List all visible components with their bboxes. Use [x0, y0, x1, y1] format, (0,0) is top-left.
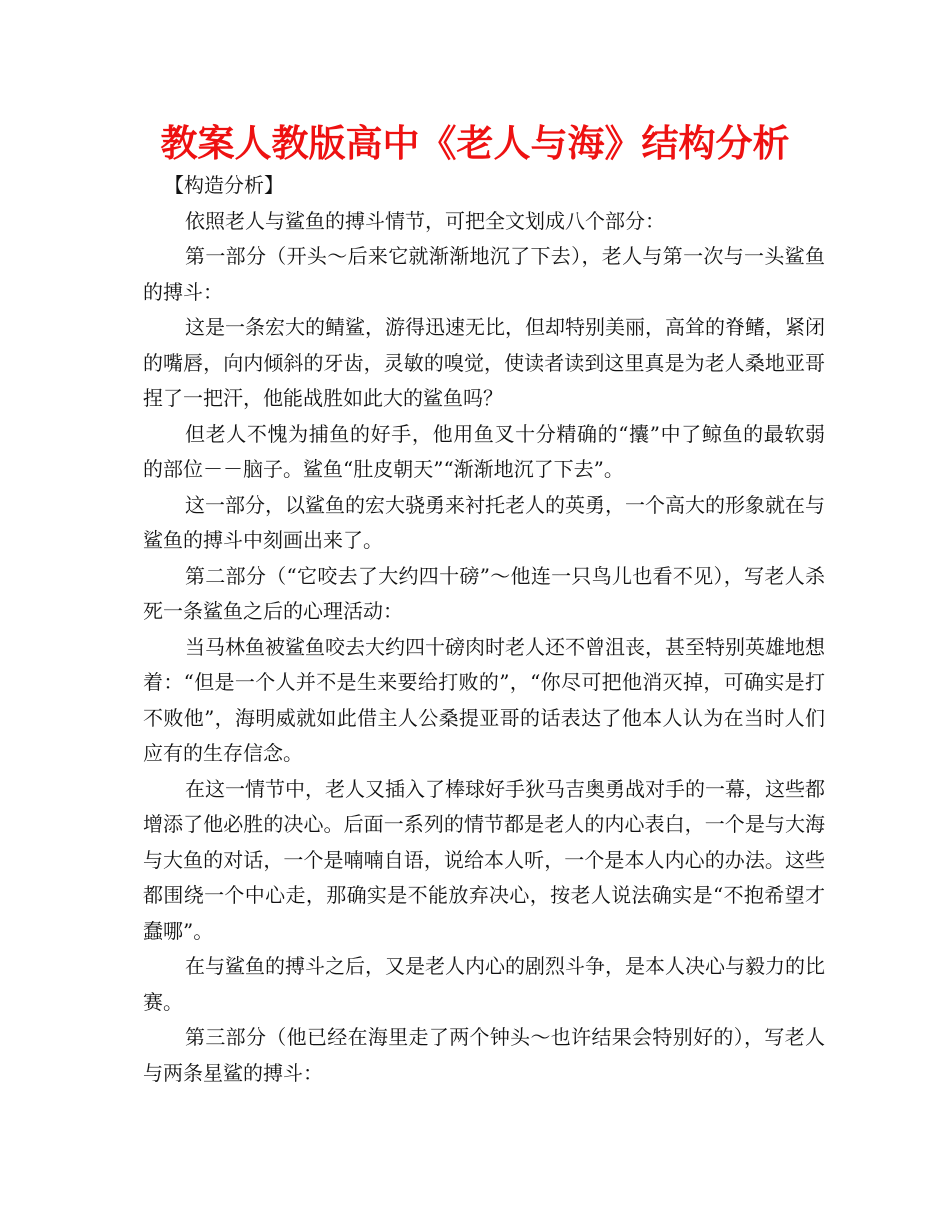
paragraph-dimaggio: 在这一情节中，老人又插入了棒球好手狄马吉奥勇战对手的一幕，这些都增添了他必胜的决心。后面一系列的情节都是老人的内心表白，一个是与大海与大鱼的对话，一个是喃喃自语，说给本人听，一个是本人内心的办法。这些都围绕一个中心走，那确实是不能放弃决心，按老人说法确实是“不抱希望才蠢哪”。 [143, 776, 825, 943]
paragraph-intro: 依照老人与鲨鱼的搏斗情节，可把全文划成八个部分： [185, 208, 665, 233]
paragraph-harpoon: 但老人不愧为捕鱼的好手，他用鱼叉十分精确的“攮”中了鲸鱼的最软弱的部位－－脑子。鲨鱼“肚皮朝天”“渐渐地沉了下去”。 [143, 421, 825, 481]
paragraph-forty-pounds: 当马林鱼被鲨鱼咬去大约四十磅肉时老人还不曾沮丧，甚至特别英雄地想着：“但是一个人并不是生来要给打败的”，“你尽可把他消灭掉，可确实是打不败他”，海明威就如此借主人公桑提亚哥的话表达了他本人认为在当时人们应有的生存信念。 [143, 634, 825, 765]
paragraph-part-two: 第二部分（“它咬去了大约四十磅”～他连一只鸟儿也看不见），写老人杀死一条鲨鱼之后的心理活动： [143, 563, 825, 623]
paragraph-part-one-summary: 这一部分，以鲨鱼的宏大骁勇来衬托老人的英勇，一个高大的形象就在与鲨鱼的搏斗中刻画出来了。 [143, 492, 825, 552]
document-title: 教案人教版高中《老人与海》结构分析 [160, 122, 790, 165]
paragraph-mako-shark: 这是一条宏大的鲭鲨，游得迅速无比，但却特别美丽，高耸的脊鳍，紧闭的嘴唇，向内倾斜的牙齿，灵敏的嗅觉，使读者读到这里真是为老人桑地亚哥捏了一把汗，他能战胜如此大的鲨鱼吗？ [143, 315, 825, 410]
paragraph-inner-struggle: 在与鲨鱼的搏斗之后，又是老人内心的剧烈斗争，是本人决心与毅力的比赛。 [143, 954, 825, 1014]
document-body [143, 168, 825, 1091]
paragraph-part-three: 第三部分（他已经在海里走了两个钟头～也许结果会特别好的），写老人与两条星鲨的搏斗： [143, 1025, 825, 1085]
section-label: 【构造分析】 [164, 173, 284, 197]
paragraph-part-one: 第一部分（开头～后来它就渐渐地沉了下去），老人与第一次与一头鲨鱼的搏斗： [143, 244, 825, 304]
